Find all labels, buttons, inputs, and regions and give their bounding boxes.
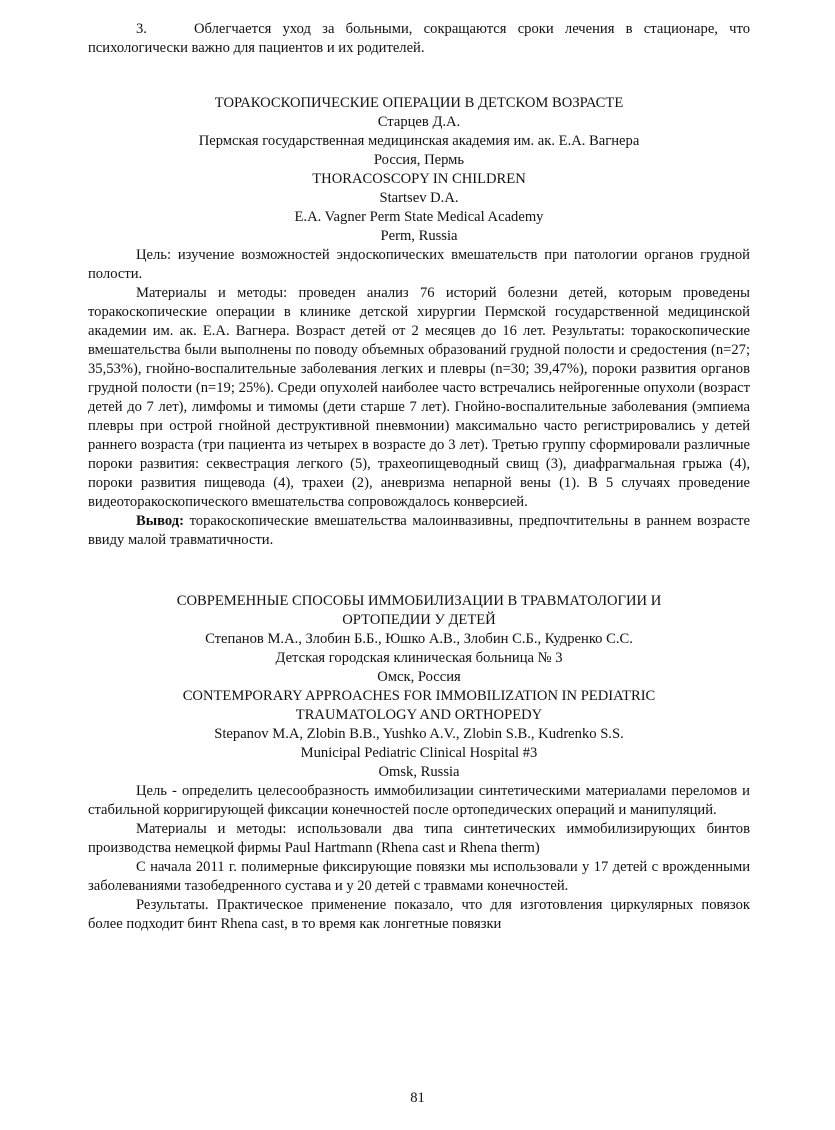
article2-affiliation-en: Municipal Pediatric Clinical Hospital #3 [300,745,538,761]
article-thoracoscopy [88,94,750,550]
article2-location-ru: Омск, Россия [377,669,461,685]
article1-aim-paragraph: Цель: изучение возможностей эндоскопических вмешательств при патологии органов грудной полости. [88,247,750,282]
article2-patients-paragraph: С начала 2011 г. полимерные фиксирующие повязки мы использовали у 17 детей с врожденными заболеваниями тазобедренного сустава и у 20 детей с травмами конечностей. [88,859,750,894]
article1-conclusion-paragraph [88,512,750,550]
article1-affiliation-en: E.A. Vagner Perm State Medical Academy [294,209,544,225]
article2-methods-paragraph: Материалы и методы: использовали два типа синтетических иммобилизирующих бинтов производства немецкой фирмы Paul Hartmann (Rhena cast и Rhena therm) [88,821,750,856]
article2-location-en: Omsk, Russia [378,764,460,780]
article1-author-en: Startsev D.A. [379,190,459,206]
article2-results-paragraph: Результаты. Практическое применение показало, что для изготовления циркулярных повязок более подходит бинт Rhena cast, в то время как лонгетные повязки [88,897,750,932]
article1-affiliation-ru: Пермская государственная медицинская академия им. ак. Е.А. Вагнера [198,133,640,149]
article1-title-ru: ТОРАКОСКОПИЧЕСКИЕ ОПЕРАЦИИ В ДЕТСКОМ ВОЗРАСТЕ [214,95,624,111]
list-number: 3. [136,21,147,37]
article2-authors-en: Stepanov M.A, Zlobin B.B., Yushko A.V., Zlobin S.B., Kudrenko S.S. [214,726,624,742]
article2-authors-ru: Степанов М.А., Злобин Б.Б., Юшко А.В., Злобин С.Б., Кудренко С.С. [205,631,633,647]
article2-title-en-line2: TRAUMATOLOGY AND ORTHOPEDY [295,707,543,723]
conclusion-label: Вывод: [136,513,185,529]
article1-title-en: THORACOSCOPY IN CHILDREN [312,171,526,187]
article2-title-ru-line2: ОРТОПЕДИИ У ДЕТЕЙ [342,612,496,628]
article1-author-ru: Старцев Д.А. [377,114,461,130]
page-number: 81 [410,1090,425,1106]
article2-aim-paragraph: Цель - определить целесообразность иммобилизации синтетическими материалами переломов и стабильной корригирующей фиксации конечностей после ортопедических операций и манипуляций. [88,783,750,818]
article2-title-ru-line1: СОВРЕМЕННЫЕ СПОСОБЫ ИММОБИЛИЗАЦИИ В ТРАВМАТОЛОГИИ И [176,593,662,609]
article-immobilization [88,592,750,934]
article1-location-ru: Россия, Пермь [373,152,465,168]
intro-text: Облегчается уход за больными, сокращаются сроки лечения в стационаре, что психологически важно для пациентов и их родителей. [88,21,750,56]
document-page [88,20,750,934]
article2-affiliation-ru: Детская городская клиническая больница № 3 [275,650,563,666]
article1-location-en: Perm, Russia [380,228,458,244]
intro-list-item [88,20,750,58]
article1-methods-paragraph: Материалы и методы: проведен анализ 76 историй болезни детей, которым проведены торакоскопические операции в клинике детской хирургии Пермской государственной медицинской академии им. ак. Е.А. Вагнера. Возраст детей от 2 месяцев до 16 лет. Результаты: торакоскопические вмешательства были выполнены по поводу объемных образований грудной полости и средостения (n=27; 35,53%), гнойно-воспалительные заболевания легких и плевры (n=30; 39,47%), пороки развития органов грудной полости (n=19; 25%). Среди опухолей наиболее часто встречались нейрогенные опухоли (возраст детей до 7 лет), лимфомы и тимомы (дети старше 7 лет). Гнойно-воспалительные заболевания (эмпиема плевры при острой гнойной деструктивной пневмонии) максимально часто регистрировались у детей раннего возраста (три пациента из четырех в возрасте до 3 лет). Третью группу сформировали различные пороки развития: секвестрация легкого (5), трахеопищеводный свищ (3), диафрагмальная грыжа (4), пороки развития пищевода (4), трахеи (2), аневризма непарной вены (1). В 5 случаях проведение видеоторакоскопического вмешательства сопровождалось конверсией. [88,285,750,510]
article2-title-en-line1: CONTEMPORARY APPROACHES FOR IMMOBILIZATION IN PEDIATRIC [182,688,656,704]
conclusion-text: торакоскопические вмешательства малоинвазивны, предпочтительны в раннем возрасте ввиду малой травматичности. [88,513,750,548]
